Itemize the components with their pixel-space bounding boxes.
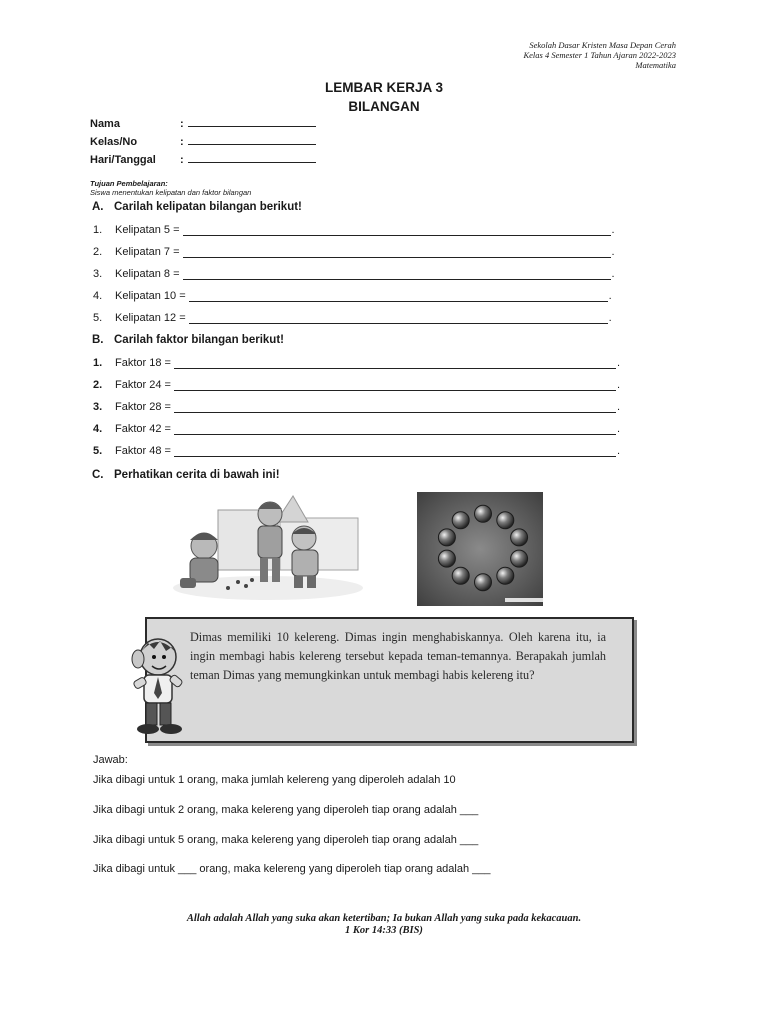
class-blank[interactable] bbox=[188, 135, 316, 145]
section-title: Carilah faktor bilangan berikut! bbox=[114, 334, 284, 346]
item-text: Kelipatan 10 = bbox=[115, 290, 186, 302]
learning-objective bbox=[90, 179, 251, 197]
item-text: Faktor 28 = bbox=[115, 401, 171, 413]
section-title: Carilah kelipatan bilangan berikut! bbox=[114, 201, 302, 213]
colon: : bbox=[180, 154, 184, 166]
list-item[interactable]: 2. Kelipatan 7 = . bbox=[93, 246, 615, 258]
item-number: 2. bbox=[93, 246, 103, 258]
marble bbox=[475, 505, 492, 522]
marble bbox=[438, 529, 455, 546]
answer-blank[interactable] bbox=[174, 424, 616, 435]
item-text: Faktor 42 = bbox=[115, 423, 171, 435]
footer-reference: 1 Kor 14:33 (BIS) bbox=[345, 925, 423, 936]
item-text: Kelipatan 5 = bbox=[115, 224, 180, 236]
answer-line[interactable]: Jika dibagi untuk 1 orang, maka jumlah kelereng yang diperoleh adalah 10 bbox=[93, 774, 456, 786]
subject: Matematika bbox=[635, 60, 676, 70]
item-number: 5. bbox=[93, 445, 103, 457]
cartoon-boy-mascot bbox=[128, 633, 192, 745]
worksheet-title: LEMBAR KERJA 3 bbox=[324, 80, 443, 95]
objective-text: Siswa menentukan kelipatan dan faktor bilangan bbox=[90, 188, 252, 197]
list-item[interactable]: 2. Faktor 24 = . bbox=[93, 379, 621, 391]
footer-verse: Allah adalah Allah yang suka akan ketertiban; Ia bukan Allah yang suka pada kekacauan. bbox=[186, 913, 582, 924]
item-text: Faktor 18 = bbox=[115, 357, 171, 369]
marble bbox=[511, 550, 528, 567]
item-number: 2. bbox=[93, 379, 103, 391]
name-field[interactable] bbox=[90, 117, 316, 130]
objective-heading: Tujuan Pembelajaran: bbox=[90, 179, 168, 188]
marble bbox=[475, 574, 492, 591]
story-text: Dimas memiliki 10 kelereng. Dimas ingin menghabiskannya. Oleh karena itu, ia ingin membagi habis kelereng tersebut kepada teman-temannya. Berapakah jumlah teman Dimas yang memungkinkan untuk membagi habis kelereng itu? bbox=[190, 630, 606, 682]
name-label: Nama bbox=[90, 118, 120, 130]
answer-blank[interactable] bbox=[183, 269, 611, 280]
answer-blank[interactable] bbox=[183, 247, 611, 258]
answer-line[interactable]: Jika dibagi untuk ___ orang, maka kelereng yang diperoleh tiap orang adalah ___ bbox=[93, 863, 491, 875]
item-number: 4. bbox=[93, 290, 103, 302]
item-text: Faktor 48 = bbox=[115, 445, 171, 457]
item-number: 1. bbox=[93, 357, 103, 369]
date-label: Hari/Tanggal bbox=[90, 154, 156, 166]
list-item[interactable]: 5. Faktor 48 = . bbox=[93, 445, 621, 457]
school-header bbox=[523, 40, 676, 70]
section-b-heading bbox=[92, 334, 284, 346]
class-info: Kelas 4 Semester 1 Tahun Ajaran 2022-2023 bbox=[523, 50, 676, 60]
answer-line[interactable]: Jika dibagi untuk 2 orang, maka kelereng yang diperoleh tiap orang adalah ___ bbox=[93, 804, 479, 816]
answer-blank[interactable] bbox=[183, 225, 611, 236]
section-a-heading bbox=[92, 201, 302, 213]
section-letter: C. bbox=[92, 469, 104, 481]
name-blank[interactable] bbox=[188, 117, 316, 127]
item-number: 1. bbox=[93, 224, 103, 236]
answer-blank[interactable] bbox=[174, 402, 616, 413]
item-number: 5. bbox=[93, 312, 103, 324]
item-text: Kelipatan 8 = bbox=[115, 268, 180, 280]
answer-blank[interactable] bbox=[189, 291, 608, 302]
list-item[interactable]: 4. Faktor 42 = . bbox=[93, 423, 621, 435]
marble bbox=[438, 550, 455, 567]
list-item[interactable]: 4. Kelipatan 10 = . bbox=[93, 290, 612, 302]
date-field[interactable] bbox=[90, 153, 316, 166]
section-letter: A. bbox=[92, 201, 104, 213]
item-text: Faktor 24 = bbox=[115, 379, 171, 391]
worksheet-subtitle: BILANGAN bbox=[348, 99, 420, 114]
date-blank[interactable] bbox=[188, 153, 316, 163]
answer-line[interactable]: Jika dibagi untuk 5 orang, maka kelereng yang diperoleh tiap orang adalah ___ bbox=[93, 834, 479, 846]
class-label: Kelas/No bbox=[90, 136, 138, 148]
marble bbox=[511, 529, 528, 546]
item-text: Kelipatan 7 = bbox=[115, 246, 180, 258]
list-item[interactable]: 5. Kelipatan 12 = . bbox=[93, 312, 612, 324]
section-title: Perhatikan cerita di bawah ini! bbox=[114, 469, 280, 481]
answer-blank[interactable] bbox=[189, 313, 608, 324]
marble bbox=[452, 567, 469, 584]
marble bbox=[497, 512, 514, 529]
school-name: Sekolah Dasar Kristen Masa Depan Cerah bbox=[529, 40, 676, 50]
class-field[interactable] bbox=[90, 135, 316, 148]
children-playing-marbles-illustration bbox=[168, 492, 368, 604]
list-item[interactable]: 1. Faktor 18 = . bbox=[93, 357, 621, 369]
answer-blank[interactable] bbox=[174, 380, 616, 391]
list-item[interactable]: 3. Faktor 28 = . bbox=[93, 401, 621, 413]
item-text: Kelipatan 12 = bbox=[115, 312, 186, 324]
marble bbox=[497, 567, 514, 584]
marbles-svg bbox=[417, 492, 543, 606]
item-number: 3. bbox=[93, 268, 103, 280]
list-item[interactable]: 1. Kelipatan 5 = . bbox=[93, 224, 615, 236]
colon: : bbox=[180, 118, 184, 130]
item-number: 3. bbox=[93, 401, 103, 413]
answer-label: Jawab: bbox=[93, 754, 128, 766]
colon: : bbox=[180, 136, 184, 148]
item-number: 4. bbox=[93, 423, 103, 435]
section-c-heading bbox=[92, 469, 280, 481]
section-letter: B. bbox=[92, 334, 104, 346]
marbles-circle-photo bbox=[417, 492, 543, 606]
list-item[interactable]: 3. Kelipatan 8 = . bbox=[93, 268, 615, 280]
marble bbox=[452, 512, 469, 529]
answer-blank[interactable] bbox=[174, 446, 616, 457]
answer-blank[interactable] bbox=[174, 358, 616, 369]
